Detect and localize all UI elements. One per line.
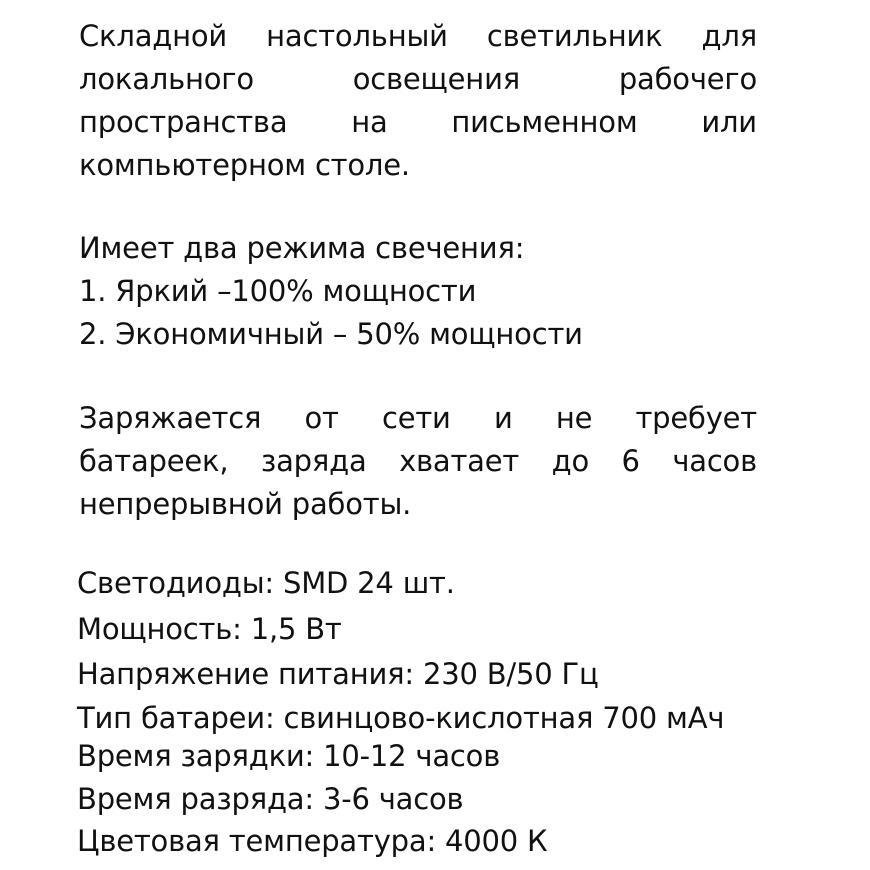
spec-discharge-time: Время разряда: 3-6 часов bbox=[77, 782, 464, 816]
word: заряда bbox=[260, 444, 367, 478]
word: до bbox=[551, 444, 590, 478]
word: или bbox=[701, 105, 757, 139]
word: 6 bbox=[621, 444, 640, 478]
word: батареек, bbox=[79, 444, 229, 478]
spec-battery: Тип батареи: свинцово-кислотная 700 мАч bbox=[77, 701, 725, 735]
word: письменном bbox=[451, 105, 638, 139]
word: на bbox=[351, 105, 388, 139]
word: требует bbox=[635, 401, 757, 435]
word: для bbox=[701, 19, 757, 53]
charging-line-3: непрерывной работы. bbox=[79, 487, 412, 521]
word: Заряжается bbox=[79, 401, 262, 435]
intro-line-1 bbox=[79, 18, 757, 54]
mode-item-economy: 2. Экономичный – 50% мощности bbox=[79, 317, 583, 351]
spec-charge-time: Время зарядки: 10-12 часов bbox=[77, 739, 501, 773]
mode-item-bright: 1. Яркий –100% мощности bbox=[79, 274, 477, 308]
spec-voltage: Напряжение питания: 230 В/50 Гц bbox=[77, 657, 599, 691]
spec-power: Мощность: 1,5 Вт bbox=[77, 612, 342, 646]
charging-line-1 bbox=[79, 400, 757, 436]
word: рабочего bbox=[618, 62, 757, 96]
word: локального bbox=[79, 62, 254, 96]
intro-line-4: компьютерном столе. bbox=[79, 148, 410, 182]
word: светильник bbox=[486, 19, 663, 53]
word: не bbox=[555, 401, 593, 435]
spec-color-temp: Цветовая температура: 4000 К bbox=[77, 824, 548, 858]
spec-leds: Светодиоды: SMD 24 шт. bbox=[77, 566, 455, 600]
word: настольный bbox=[266, 19, 448, 53]
intro-line-3 bbox=[79, 104, 757, 140]
word: Складной bbox=[79, 19, 228, 53]
word: и bbox=[493, 401, 513, 435]
word: освещения bbox=[352, 62, 520, 96]
word: сети bbox=[381, 401, 451, 435]
word: часов bbox=[672, 444, 757, 478]
intro-line-2 bbox=[79, 61, 757, 97]
modes-heading: Имеет два режима свечения: bbox=[79, 231, 525, 265]
charging-line-2 bbox=[79, 443, 757, 479]
word: от bbox=[304, 401, 339, 435]
word: хватает bbox=[399, 444, 520, 478]
word: пространства bbox=[79, 105, 288, 139]
